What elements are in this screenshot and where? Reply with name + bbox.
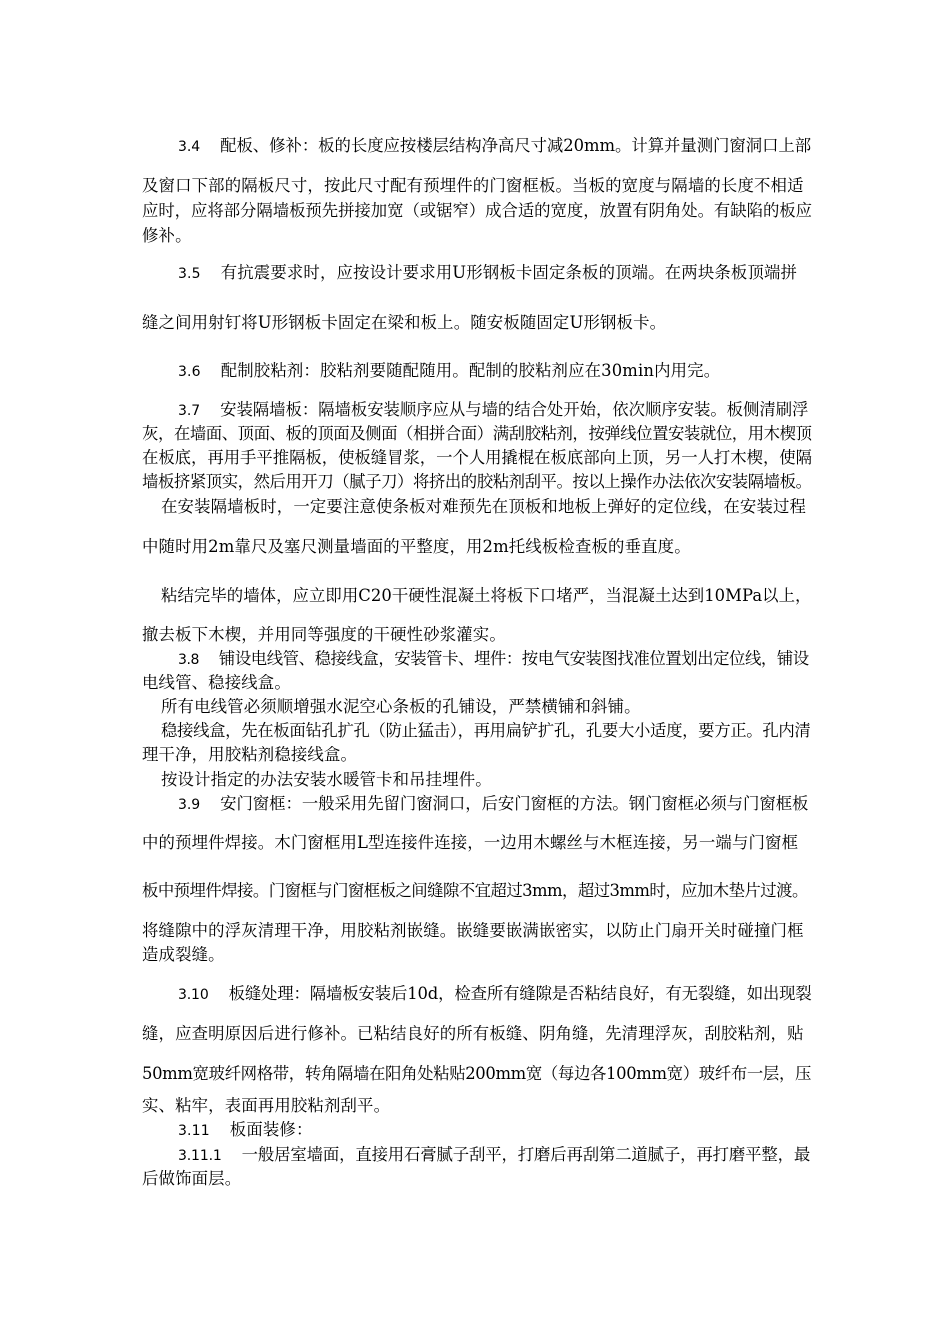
paragraph-text: 配板、修补：板的长度应按楼层结构净高尺寸减20mm。计算并量测门窗洞口上部: [220, 136, 812, 155]
paragraph-text: 板面装修：: [229, 1120, 313, 1139]
paragraph-line: 后做饰面层。: [142, 1169, 242, 1188]
paragraph-line: 理干净，用胶粘剂稳接线盒。: [142, 745, 358, 764]
paragraph-line: 缝之间用射钉将U形钢板卡固定在梁和板上。随安板随固定U形钢板卡。: [142, 313, 667, 332]
paragraph-line: 中随时用2m靠尺及塞尺测量墙面的平整度，用2m托线板检查板的垂直度。: [142, 537, 691, 556]
paragraph-line: [178, 400, 808, 421]
section-number: 3.10: [178, 987, 209, 1003]
section-number: 3.8: [178, 652, 199, 668]
paragraph-line: 稳接线盒，先在板面钻孔扩孔（防止猛击），再用扁铲扩孔，孔要大小适度，要方正。孔内清: [161, 721, 811, 740]
paragraph-line: [178, 1120, 312, 1141]
paragraph-line: [178, 136, 811, 157]
paragraph-line: [178, 649, 809, 670]
section-number: 3.7: [178, 403, 201, 419]
paragraph-line: 中的预埋件焊接。木门窗框用L型连接件连接，一边用木螺丝与木框连接，另一端与门窗框: [142, 833, 799, 852]
paragraph-text: 铺设电线管、稳接线盒，安装管卡、埋件：按电气安装图找准位置划出定位线，铺设: [218, 649, 809, 668]
paragraph-line: 将缝隙中的浮灰清理干净，用胶粘剂嵌缝。嵌缝要嵌满嵌密实，以防止门扇开关时碰撞门框: [142, 921, 804, 940]
paragraph-text: 一般居室墙面，直接用石膏腻子刮平，打磨后再刮第二道腻子，再打磨平整，最: [241, 1145, 811, 1164]
paragraph-text: 配制胶粘剂：胶粘剂要随配随用。配制的胶粘剂应在30min内用完。: [220, 361, 721, 380]
paragraph-line: 在安装隔墙板时，一定要注意使条板对难预先在顶板和地板上弹好的定位线，在安装过程: [161, 497, 807, 516]
paragraph-line: 所有电线管必须顺增强水泥空心条板的孔铺设，严禁横铺和斜铺。: [161, 697, 641, 716]
paragraph-line: [178, 794, 808, 815]
paragraph-line: 应时，应将部分隔墙板预先拼接加宽（或锯窄）成合适的宽度，放置有阴角处。有缺陷的板应: [142, 201, 812, 220]
paragraph-text: 安门窗框：一般采用先留门窗洞口，后安门窗框的方法。钢门窗框必须与门窗框板: [220, 794, 809, 813]
paragraph-line: 粘结完毕的墙体，应立即用C20干硬性混凝土将板下口堵严，当混凝土达到10MPa以上，: [161, 586, 812, 605]
section-number: 3.5: [178, 266, 201, 282]
paragraph-line: 灰，在墙面、顶面、板的顶面及侧面（相拼合面）满刮胶粘剂，按弹线位置安装就位，用木楔顶: [142, 424, 812, 443]
section-number: 3.11: [178, 1123, 210, 1139]
paragraph-line: [178, 263, 797, 284]
paragraph-text: 板缝处理：隔墙板安装后10d，检查所有缝隙是否粘结良好，有无裂缝，如出现裂: [228, 984, 812, 1003]
paragraph-line: [178, 361, 720, 382]
paragraph-line: [178, 1145, 810, 1166]
paragraph-line: 及窗口下部的隔板尺寸，按此尺寸配有预埋件的门窗框板。当板的宽度与隔墙的长度不相适: [142, 176, 804, 195]
paragraph-line: 造成裂缝。: [142, 945, 225, 964]
paragraph-text: 安装隔墙板：隔墙板安装顺序应从与墙的结合处开始，依次顺序安装。板侧清刷浮: [220, 400, 809, 419]
section-number: 3.4: [178, 139, 201, 155]
paragraph-line: [178, 984, 812, 1005]
paragraph-line: 在板底，再用手平推隔板，使板缝冒浆，一个人用撬棍在板底部向上顶，另一人打木楔，使隔: [142, 448, 812, 467]
paragraph-line: 板中预埋件焊接。门窗框与门窗框板之间缝隙不宜超过3mm，超过3mm时，应加木垫片过渡。: [142, 881, 808, 900]
section-number: 3.6: [178, 364, 201, 380]
paragraph-line: 按设计指定的办法安装水暖管卡和吊挂埋件。: [161, 770, 492, 789]
paragraph-line: 50mm宽玻纤网格带，转角隔墙在阳角处粘贴200mm宽（每边各100mm宽）玻纤布一层，压: [142, 1064, 812, 1083]
paragraph-line: 电线管、稳接线盒。: [142, 673, 291, 692]
paragraph-text: 有抗震要求时，应按设计要求用U形钢板卡固定条板的顶端。在两块条板顶端拼: [220, 263, 798, 282]
paragraph-line: 撤去板下木楔，并用同等强度的干硬性砂浆灌实。: [142, 625, 506, 644]
paragraph-line: 实、粘牢，表面再用胶粘剂刮平。: [142, 1096, 391, 1115]
section-number: 3.9: [178, 797, 201, 813]
section-number: 3.11.1: [178, 1148, 222, 1164]
paragraph-line: 墙板挤紧顶实，然后用开刀（腻子刀）将挤出的胶粘剂刮平。按以上操作办法依次安装隔墙板。: [142, 472, 812, 491]
paragraph-line: 修补。: [142, 226, 192, 245]
paragraph-line: 缝，应查明原因后进行修补。已粘结良好的所有板缝、阴角缝，先清理浮灰，刮胶粘剂，贴: [142, 1024, 804, 1043]
